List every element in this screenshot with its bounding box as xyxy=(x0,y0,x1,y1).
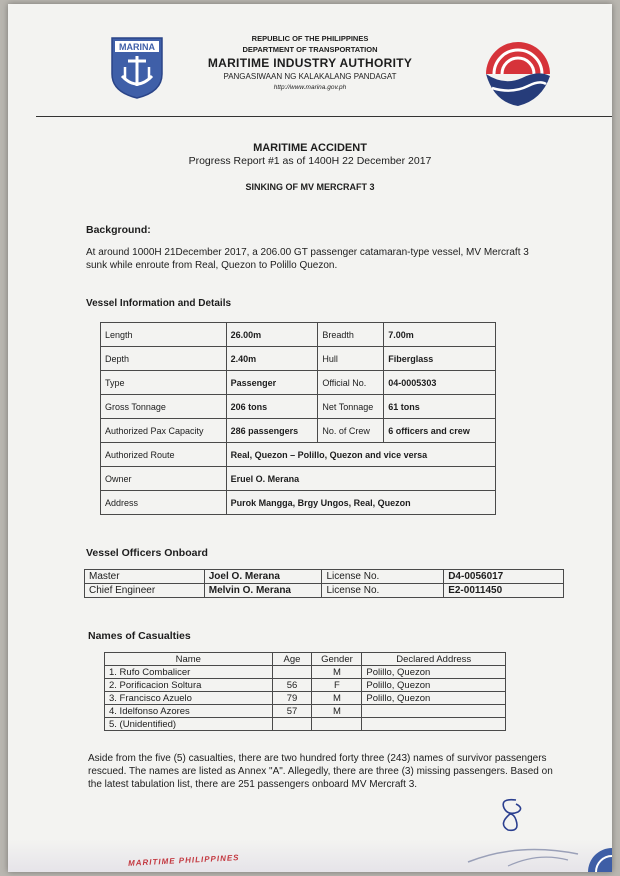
table-row xyxy=(85,570,564,584)
column-header: Gender xyxy=(312,653,362,666)
crew-value: 6 officers and crew xyxy=(384,419,496,443)
casualty-gender xyxy=(312,718,362,731)
casualty-gender: F xyxy=(312,679,362,692)
report-title: MARITIME ACCIDENT xyxy=(253,142,367,154)
background-text: At around 1000H 21December 2017, a 206.00 GT passenger catamaran-type vessel, MV Mercraft 3 sunk while enroute from Real, Quezon to Polillo Quezon. xyxy=(86,247,529,271)
header-divider xyxy=(36,116,612,117)
casualty-address xyxy=(362,718,506,731)
casualty-name: 3. Francisco Azuelo xyxy=(105,692,273,705)
table-row xyxy=(105,666,506,679)
breadth-label: Breadth xyxy=(318,323,384,347)
pax-capacity-label: Authorized Pax Capacity xyxy=(101,419,227,443)
casualty-name: 1. Rufo Combalicer xyxy=(105,666,273,679)
officer-role: Master xyxy=(85,570,205,584)
table-row xyxy=(85,584,564,598)
footer-emblem-icon xyxy=(448,832,612,872)
table-row xyxy=(105,705,506,718)
casualty-address: Polillo, Quezon xyxy=(362,692,506,705)
net-tonnage-label: Net Tonnage xyxy=(318,395,384,419)
gross-tonnage-label: Gross Tonnage xyxy=(101,395,227,419)
casualty-address: Polillo, Quezon xyxy=(362,679,506,692)
address-value: Purok Mangga, Brgy Ungos, Real, Quezon xyxy=(226,491,495,515)
hull-label: Hull xyxy=(318,347,384,371)
summary-text: Aside from the five (5) casualties, there are two hundred forty three (243) names of survivor passengers rescued. The names are listed as Annex "A". Allegedly, there are three (3) missing passengers. Based on the latest tabulation list, there are 251 passengers onboard MV Mercraft 3. xyxy=(88,753,553,790)
route-value: Real, Quezon – Polillo, Quezon and vice versa xyxy=(226,443,495,467)
casualty-name: 2. Porificacion Soltura xyxy=(105,679,273,692)
type-value: Passenger xyxy=(226,371,318,395)
authority-tagalog: PANGASIWAAN NG KALAKALANG PANDAGAT xyxy=(223,72,397,81)
marina-logo-text: MARINA xyxy=(119,42,155,52)
sun-wave-emblem xyxy=(482,38,554,110)
column-header: Declared Address xyxy=(362,653,506,666)
department-line: DEPARTMENT OF TRANSPORTATION xyxy=(242,45,378,54)
casualties-heading: Names of Casualties xyxy=(88,630,191,642)
website-url: http://www.marina.gov.ph xyxy=(273,84,347,91)
gross-tonnage-value: 206 tons xyxy=(226,395,318,419)
owner-label: Owner xyxy=(101,467,227,491)
official-no-label: Official No. xyxy=(318,371,384,395)
length-value: 26.00m xyxy=(226,323,318,347)
footer-text: MARITIME PHILIPPINES xyxy=(127,853,240,868)
casualty-gender: M xyxy=(312,666,362,679)
table-row xyxy=(101,443,496,467)
column-header: Name xyxy=(105,653,273,666)
officer-role: Chief Engineer xyxy=(85,584,205,598)
table-row xyxy=(101,347,496,371)
license-label: License No. xyxy=(322,584,444,598)
breadth-value: 7.00m xyxy=(384,323,496,347)
casualty-age: 79 xyxy=(272,692,312,705)
table-header-row xyxy=(105,653,506,666)
republic-line: REPUBLIC OF THE PHILIPPINES xyxy=(251,34,369,43)
depth-label: Depth xyxy=(101,347,227,371)
handwritten-mark-icon xyxy=(486,794,536,834)
crew-label: No. of Crew xyxy=(318,419,384,443)
table-row xyxy=(101,419,496,443)
table-row xyxy=(101,467,496,491)
officers-table xyxy=(84,569,564,598)
license-number: E2-0011450 xyxy=(444,584,564,598)
casualty-gender: M xyxy=(312,705,362,718)
report-heading: SINKING OF MV MERCRAFT 3 xyxy=(245,182,375,192)
vessel-info-table xyxy=(100,322,496,515)
table-row xyxy=(101,395,496,419)
route-label: Authorized Route xyxy=(101,443,227,467)
officers-heading: Vessel Officers Onboard xyxy=(86,547,208,559)
casualty-address xyxy=(362,705,506,718)
column-header: Age xyxy=(272,653,312,666)
license-number: D4-0056017 xyxy=(444,570,564,584)
table-row xyxy=(101,371,496,395)
table-row xyxy=(105,679,506,692)
official-no-value: 04-0005303 xyxy=(384,371,496,395)
type-label: Type xyxy=(101,371,227,395)
officer-name: Melvin O. Merana xyxy=(204,584,322,598)
casualty-age: 56 xyxy=(272,679,312,692)
casualty-name: 5. (Unidentified) xyxy=(105,718,273,731)
pax-capacity-value: 286 passengers xyxy=(226,419,318,443)
casualty-name: 4. Idelfonso Azores xyxy=(105,705,273,718)
table-row xyxy=(101,323,496,347)
owner-value: Eruel O. Merana xyxy=(226,467,495,491)
casualty-age xyxy=(272,718,312,731)
casualty-address: Polillo, Quezon xyxy=(362,666,506,679)
table-row xyxy=(105,692,506,705)
table-row xyxy=(105,718,506,731)
officer-name: Joel O. Merana xyxy=(204,570,322,584)
net-tonnage-value: 61 tons xyxy=(384,395,496,419)
casualty-age xyxy=(272,666,312,679)
vessel-heading: Vessel Information and Details xyxy=(86,298,232,309)
hull-value: Fiberglass xyxy=(384,347,496,371)
depth-value: 2.40m xyxy=(226,347,318,371)
address-label: Address xyxy=(101,491,227,515)
length-label: Length xyxy=(101,323,227,347)
authority-name: MARITIME INDUSTRY AUTHORITY xyxy=(207,56,413,70)
casualty-gender: M xyxy=(312,692,362,705)
background-heading: Background: xyxy=(86,224,151,236)
table-row xyxy=(101,491,496,515)
casualties-table xyxy=(104,652,506,731)
document-page xyxy=(8,4,612,872)
license-label: License No. xyxy=(322,570,444,584)
report-subtitle: Progress Report #1 as of 1400H 22 December 2017 xyxy=(188,155,432,167)
casualty-age: 57 xyxy=(272,705,312,718)
